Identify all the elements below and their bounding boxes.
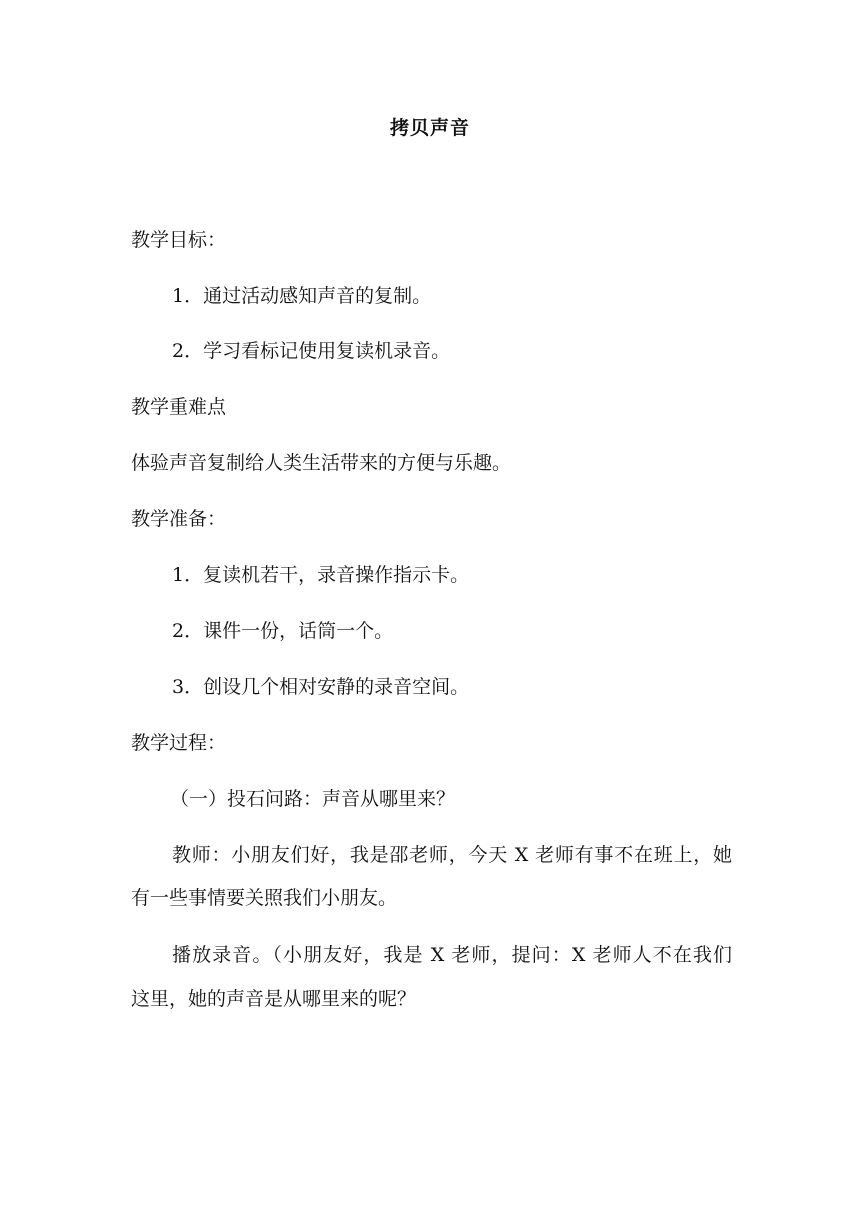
paragraph-line: 播放录音。（小朋友好，我是 X 老师，提问：X 老师人不在我们 [172, 944, 732, 966]
preparation-item: 1．复读机若干，录音操作指示卡。 [172, 564, 470, 586]
preparation-item: 2．课件一份，话筒一个。 [172, 620, 394, 642]
section-heading-preparation: 教学准备： [131, 508, 227, 530]
objective-item: 1．通过活动感知声音的复制。 [172, 285, 432, 307]
objective-item: 2．学习看标记使用复读机录音。 [172, 340, 451, 362]
section-heading-process: 教学过程： [131, 732, 227, 754]
paragraph-line: 有一些事情要关照我们小朋友。 [131, 887, 398, 909]
paragraph-line: 教师：小朋友们好，我是邵老师，今天 X 老师有事不在班上，她 [172, 844, 732, 866]
preparation-item: 3．创设几个相对安静的录音空间。 [172, 676, 470, 698]
document-title: 拷贝声音 [389, 117, 470, 139]
section-heading-objectives: 教学目标： [131, 229, 227, 251]
paragraph-text: 体验声音复制给人类生活带来的方便与乐趣。 [131, 452, 512, 474]
process-subheading: （一）投石问路：声音从哪里来？ [170, 788, 456, 810]
paragraph-line: 这里，她的声音是从哪里来的呢？ [131, 988, 417, 1010]
section-heading-key-points: 教学重难点 [131, 396, 227, 418]
